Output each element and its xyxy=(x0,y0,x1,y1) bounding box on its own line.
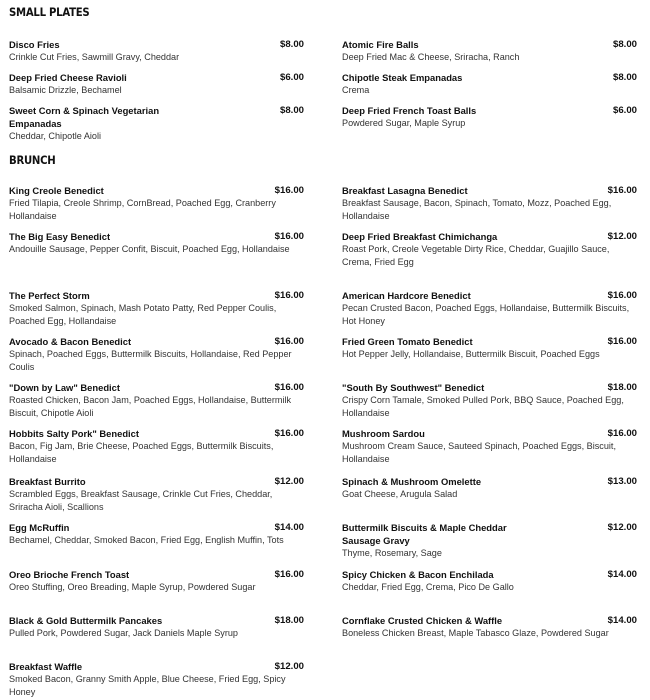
menu-item-price: $6.00 xyxy=(279,72,304,83)
menu-item-description: Breakfast Sausage, Bacon, Spinach, Tomato, Mozz, Poached Egg, Hollandaise xyxy=(342,198,612,221)
menu-item-price: $8.00 xyxy=(279,105,304,116)
menu-item-name: Sweet Corn & Spinach Vegetarian Empanadas xyxy=(9,105,160,129)
menu-item-header xyxy=(9,230,304,243)
menu-item-header xyxy=(9,104,304,130)
menu-item-description: Andouille Sausage, Pepper Confit, Biscuit, Poached Egg, Hollandaise xyxy=(9,244,290,254)
menu-item-description: Pecan Crusted Bacon, Poached Eggs, Hollandaise, Buttermilk Biscuits, Hot Honey xyxy=(342,303,630,326)
menu-item-spinach-mushroom-omelette xyxy=(342,475,637,501)
menu-item-price: $14.00 xyxy=(607,569,637,580)
menu-item-black-gold-buttermilk-pancakes xyxy=(9,614,304,640)
menu-item-header xyxy=(342,184,637,197)
menu-item-description: Deep Fried Mac & Cheese, Sriracha, Ranch xyxy=(342,52,520,62)
menu-item-header xyxy=(9,521,304,534)
menu-item-mushroom-sardou xyxy=(342,427,637,466)
menu-item-name: American Hardcore Benedict xyxy=(342,290,471,301)
menu-item-name: Cornflake Crusted Chicken & Waffle xyxy=(342,615,503,626)
menu-item-price: $12.00 xyxy=(274,661,304,672)
menu-item-header xyxy=(342,568,637,581)
menu-item-price: $16.00 xyxy=(607,290,637,301)
menu-item-price: $16.00 xyxy=(274,231,304,242)
menu-item-header xyxy=(342,475,637,488)
menu-item-breakfast-burrito xyxy=(9,475,304,514)
menu-item-price: $14.00 xyxy=(274,522,304,533)
menu-item-name: "Down by Law" Benedict xyxy=(9,382,120,393)
menu-item-name: "South By Southwest" Benedict xyxy=(342,382,485,393)
menu-item-price: $8.00 xyxy=(612,72,637,83)
menu-item-price: $16.00 xyxy=(274,185,304,196)
menu-item-name: The Perfect Storm xyxy=(9,290,90,301)
menu-item-description: Goat Cheese, Arugula Salad xyxy=(342,489,458,499)
menu-item-header xyxy=(342,289,637,302)
menu-item-price: $16.00 xyxy=(274,382,304,393)
menu-item-name: Hobbits Salty Pork" Benedict xyxy=(9,428,139,439)
menu-item-header xyxy=(9,184,304,197)
menu-item-name: Atomic Fire Balls xyxy=(342,39,419,50)
menu-item-name: King Creole Benedict xyxy=(9,185,104,196)
menu-item-description: Bacon, Fig Jam, Brie Cheese, Poached Eggs, Buttermilk Biscuits, Hollandaise xyxy=(9,441,274,464)
menu-item-header xyxy=(342,614,637,627)
menu-item-name: Chipotle Steak Empanadas xyxy=(342,72,463,83)
menu-item-price: $14.00 xyxy=(607,615,637,626)
menu-item-price: $16.00 xyxy=(274,428,304,439)
menu-item-breakfast-lasagna-benedict xyxy=(342,184,637,223)
menu-item-description: Roasted Chicken, Bacon Jam, Poached Eggs, Hollandaise, Buttermilk Biscuit, Chipotle Aioli xyxy=(9,395,292,418)
menu-item-name: Spinach & Mushroom Omelette xyxy=(342,476,482,487)
menu-item-description: Smoked Salmon, Spinach, Mash Potato Patty, Red Pepper Coulis, Poached Egg, Hollandaise xyxy=(9,303,277,326)
menu-item-header xyxy=(9,289,304,302)
menu-item-name: Oreo Brioche French Toast xyxy=(9,569,130,580)
menu-item-name: The Big Easy Benedict xyxy=(9,231,111,242)
menu-item-fried-green-tomato-benedict xyxy=(342,335,637,361)
menu-item-deep-fried-cheese-ravioli xyxy=(9,71,304,97)
menu-item-header xyxy=(9,335,304,348)
menu-item-price: $16.00 xyxy=(274,290,304,301)
menu-item-name: Egg McRuffin xyxy=(9,522,70,533)
menu-item-name: Spicy Chicken & Bacon Enchilada xyxy=(342,569,494,580)
menu-item-header xyxy=(9,568,304,581)
menu-item-price: $12.00 xyxy=(607,231,637,242)
menu-item-description: Roast Pork, Creole Vegetable Dirty Rice, Cheddar, Guajillo Sauce, Crema, Fried Egg xyxy=(342,244,610,267)
menu-item-description: Crinkle Cut Fries, Sawmill Gravy, Cheddar xyxy=(9,52,180,62)
menu-item-description: Crema xyxy=(342,85,370,95)
menu-item-name: Breakfast Burrito xyxy=(9,476,86,487)
menu-item-header xyxy=(342,335,637,348)
menu-item-header xyxy=(9,381,304,394)
menu-item-header xyxy=(9,71,304,84)
menu-item-price: $16.00 xyxy=(607,428,637,439)
menu-item-description: Thyme, Rosemary, Sage xyxy=(342,548,442,558)
menu-item-description: Spinach, Poached Eggs, Buttermilk Biscuits, Hollandaise, Red Pepper Coulis xyxy=(9,349,292,372)
menu-item-the-perfect-storm xyxy=(9,289,304,328)
menu-item-description: Mushroom Cream Sauce, Sauteed Spinach, Poached Eggs, Biscuit, Hollandaise xyxy=(342,441,616,464)
menu-item-spicy-chicken-bacon-enchilada xyxy=(342,568,637,594)
menu-item-header xyxy=(342,38,637,51)
menu-item-oreo-brioche-french-toast xyxy=(9,568,304,594)
menu-item-name: Mushroom Sardou xyxy=(342,428,425,439)
menu-item-description: Balsamic Drizzle, Bechamel xyxy=(9,85,122,95)
menu-item-hobbits-salty-pork-benedict xyxy=(9,427,304,466)
menu-item-buttermilk-biscuits-maple-cheddar-sausage-gravy xyxy=(342,521,637,560)
menu-item-sweet-corn-spinach-vegetarian-empanadas xyxy=(9,104,304,143)
menu-item-description: Powdered Sugar, Maple Syrup xyxy=(342,118,466,128)
menu-item-price: $13.00 xyxy=(607,476,637,487)
menu-item-cornflake-crusted-chicken-waffle xyxy=(342,614,637,640)
menu-item-header xyxy=(9,475,304,488)
menu-item-name: Black & Gold Buttermilk Pancakes xyxy=(9,615,163,626)
menu-item-chipotle-steak-empanadas xyxy=(342,71,637,97)
menu-item-header xyxy=(342,381,637,394)
menu-item-name: Deep Fried Breakfast Chimichanga xyxy=(342,231,498,242)
menu-item-description: Fried Tilapia, Creole Shrimp, CornBread, Poached Egg, Cranberry Hollandaise xyxy=(9,198,276,221)
menu-item-egg-mcruffin xyxy=(9,521,304,547)
menu-item-name: Fried Green Tomato Benedict xyxy=(342,336,473,347)
menu-item-the-big-easy-benedict xyxy=(9,230,304,256)
menu-item-king-creole-benedict xyxy=(9,184,304,223)
menu-item-description: Oreo Stuffing, Oreo Breading, Maple Syrup, Powdered Sugar xyxy=(9,582,256,592)
menu-item-description: Pulled Pork, Powdered Sugar, Jack Daniels Maple Syrup xyxy=(9,628,238,638)
menu-item-price: $12.00 xyxy=(274,476,304,487)
menu-item-name: Avocado & Bacon Benedict xyxy=(9,336,132,347)
menu-item-price: $16.00 xyxy=(274,336,304,347)
menu-item-deep-fried-french-toast-balls xyxy=(342,104,637,130)
menu-item-header xyxy=(342,427,637,440)
menu-item-breakfast-waffle xyxy=(9,660,304,699)
menu-item-description: Cheddar, Chipotle Aioli xyxy=(9,131,102,141)
menu-item-price: $18.00 xyxy=(607,382,637,393)
menu-item-price: $18.00 xyxy=(274,615,304,626)
section-title-small-plates: SMALL PLATES xyxy=(9,5,90,19)
menu-item-header xyxy=(342,104,637,117)
menu-item-header xyxy=(9,660,304,673)
menu-item-american-hardcore-benedict xyxy=(342,289,637,328)
menu-item-description: Cheddar, Fried Egg, Crema, Pico De Gallo xyxy=(342,582,514,592)
menu-item-atomic-fire-balls xyxy=(342,38,637,64)
menu-item-description: Smoked Bacon, Granny Smith Apple, Blue Cheese, Fried Egg, Spicy Honey xyxy=(9,674,286,697)
menu-item-price: $8.00 xyxy=(279,39,304,50)
menu-item-description: Bechamel, Cheddar, Smoked Bacon, Fried Egg, English Muffin, Tots xyxy=(9,535,284,545)
menu-item-price: $16.00 xyxy=(274,569,304,580)
menu-item-header xyxy=(342,521,637,547)
menu-item-down-by-law-benedict xyxy=(9,381,304,420)
menu-item-price: $12.00 xyxy=(607,522,637,533)
menu-item-name: Buttermilk Biscuits & Maple Cheddar Sausage Gravy xyxy=(342,522,507,546)
menu-item-description: Boneless Chicken Breast, Maple Tabasco Glaze, Powdered Sugar xyxy=(342,628,609,638)
menu-item-avocado-bacon-benedict xyxy=(9,335,304,374)
menu-item-disco-fries xyxy=(9,38,304,64)
menu-item-price: $16.00 xyxy=(607,336,637,347)
menu-item-header xyxy=(9,427,304,440)
menu-item-description: Crispy Corn Tamale, Smoked Pulled Pork, BBQ Sauce, Poached Egg, Hollandaise xyxy=(342,395,624,418)
menu-item-header xyxy=(9,614,304,627)
menu-item-name: Breakfast Lasagna Benedict xyxy=(342,185,468,196)
menu-item-name: Deep Fried French Toast Balls xyxy=(342,105,477,116)
menu-item-price: $6.00 xyxy=(612,105,637,116)
menu-item-name: Deep Fried Cheese Ravioli xyxy=(9,72,127,83)
menu-item-header xyxy=(342,71,637,84)
menu-item-price: $8.00 xyxy=(612,39,637,50)
menu-item-name: Disco Fries xyxy=(9,39,60,50)
menu-item-description: Hot Pepper Jelly, Hollandaise, Buttermilk Biscuit, Poached Eggs xyxy=(342,349,600,359)
menu-item-south-by-southwest-benedict xyxy=(342,381,637,420)
menu-item-description: Scrambled Eggs, Breakfast Sausage, Crinkle Cut Fries, Cheddar, Sriracha Aioli, Scallions xyxy=(9,489,273,512)
menu-item-deep-fried-breakfast-chimichanga xyxy=(342,230,637,269)
menu-item-header xyxy=(342,230,637,243)
menu-item-price: $16.00 xyxy=(607,185,637,196)
menu-item-header xyxy=(9,38,304,51)
section-title-brunch: BRUNCH xyxy=(9,153,56,167)
menu-item-name: Breakfast Waffle xyxy=(9,661,83,672)
